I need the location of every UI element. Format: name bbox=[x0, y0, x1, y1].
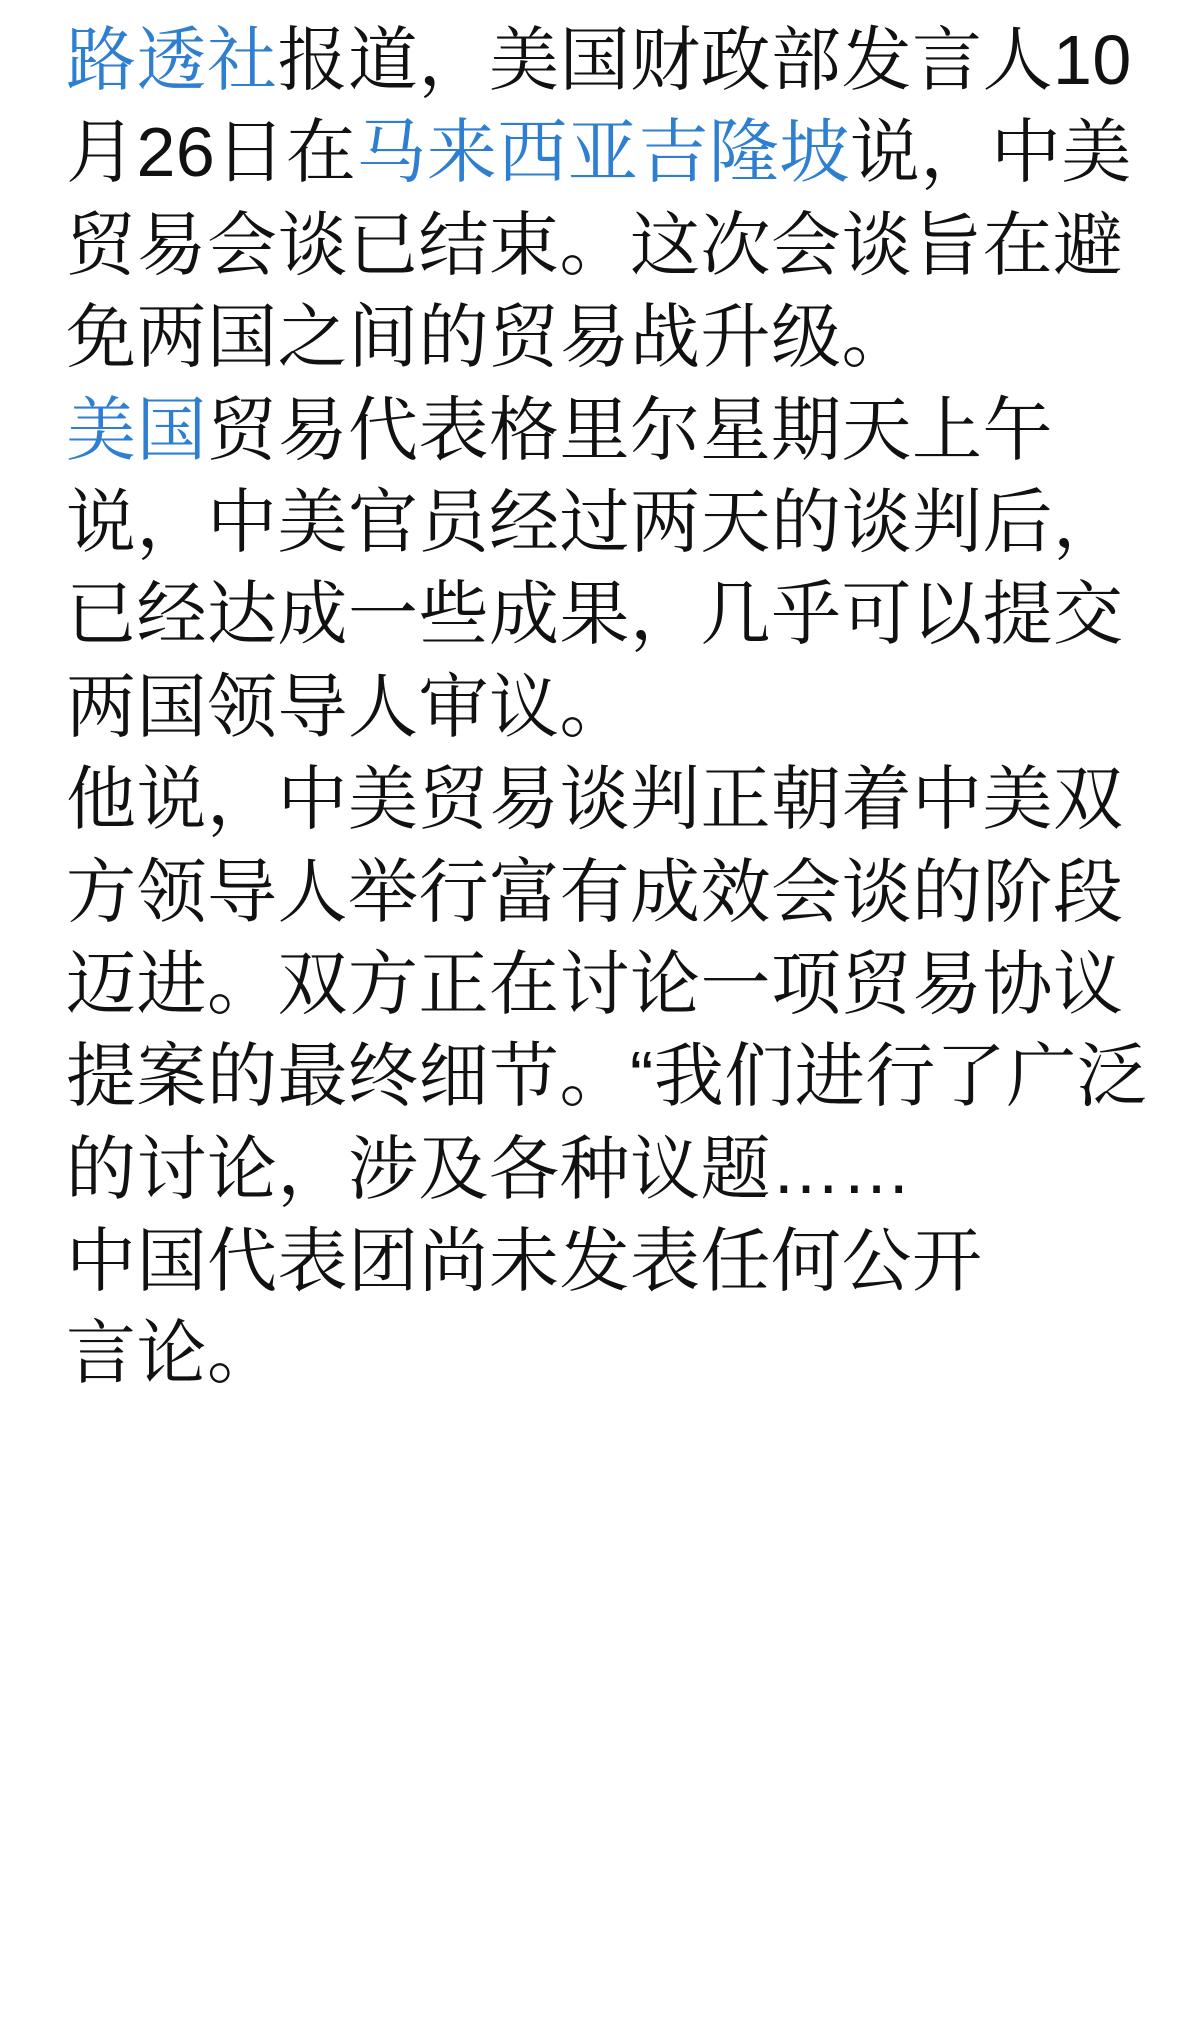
paragraph-5-text: 言论。 bbox=[66, 1314, 278, 1393]
paragraph-3-text: 他说，中美贸易谈判正朝着中美双方领导人举行富有成效会谈的阶段迈进。双方正在讨论一项贸易协议提案的最终细节。“我们进行了广泛的讨论，涉及各种议题…… bbox=[66, 760, 1148, 1208]
paragraph-4-text: 中国代表团尚未发表任何公开 bbox=[66, 1222, 983, 1301]
paragraph-1 bbox=[66, 14, 1156, 384]
link-united-states[interactable]: 美国 bbox=[66, 390, 207, 469]
paragraph-2 bbox=[66, 384, 1156, 754]
link-reuters[interactable]: 路透社 bbox=[66, 21, 278, 99]
paragraph-4 bbox=[66, 1215, 1156, 1307]
paragraph-5 bbox=[66, 1307, 1156, 1393]
paragraph-3 bbox=[66, 753, 1156, 1215]
paragraph-1-text-a: 报道，美国财政部发言人10月26日在 bbox=[66, 21, 1132, 192]
paragraph-2-text-a: 贸易代表格里尔星期天上午说，中美官员经过两天的谈判后，已经达成一些成果，几乎可以提交两国领导人审议。 bbox=[66, 390, 1124, 746]
paragraph-1-text-b: 说，中美贸易会谈已结束。这次会谈旨在避免两国之间的贸易战升级。 bbox=[66, 113, 1132, 377]
link-kuala-lumpur-malaysia[interactable]: 马来西亚吉隆坡 bbox=[356, 113, 850, 192]
